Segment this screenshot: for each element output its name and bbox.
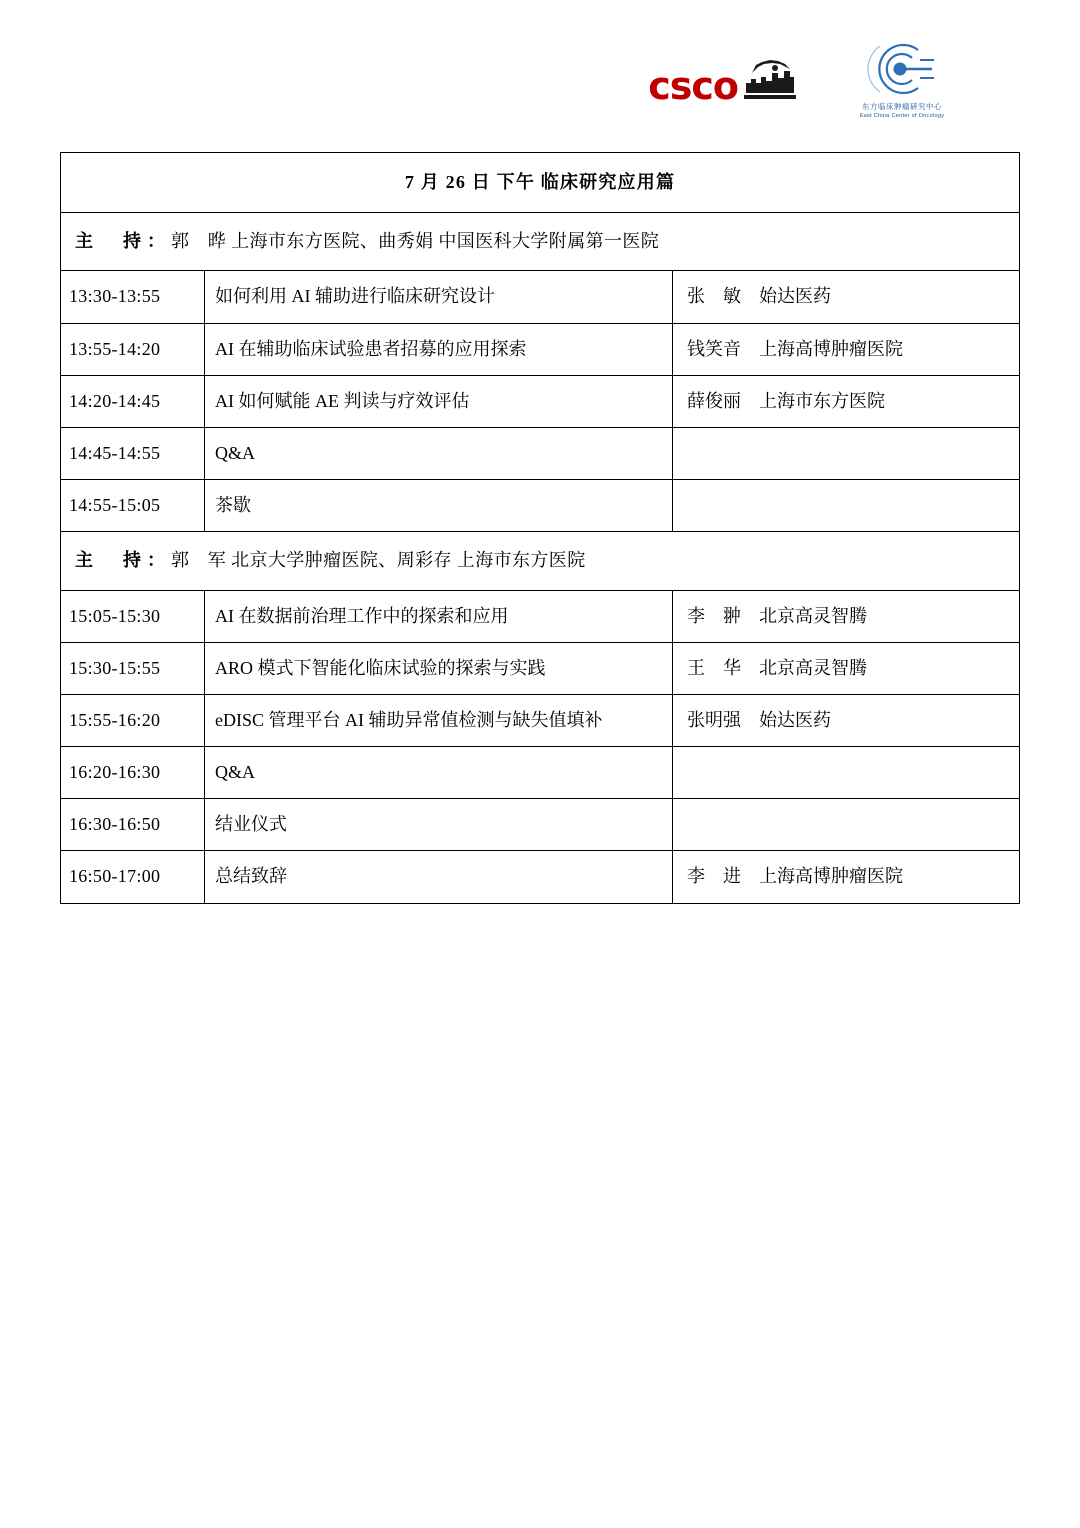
session-time: 15:55-16:20 (61, 694, 205, 746)
session-topic: AI 如何赋能 AE 判读与疗效评估 (205, 375, 673, 427)
session-topic: 结业仪式 (205, 799, 673, 851)
csco-logo (648, 53, 798, 108)
session-topic: Q&A (205, 427, 673, 479)
chair-label: 主 持： (75, 550, 171, 571)
session-time: 16:50-17:00 (61, 851, 205, 903)
session-topic: 茶歇 (205, 480, 673, 532)
session-time: 13:30-13:55 (61, 271, 205, 323)
session-speaker (673, 747, 1020, 799)
ccco-name-en: East China Center of Oncology (859, 113, 945, 119)
session-speaker: 李 翀 北京高灵智腾 (673, 590, 1020, 642)
session-topic: ARO 模式下智能化临床试验的探索与实践 (205, 642, 673, 694)
session-topic: eDISC 管理平台 AI 辅助异常值检测与缺失值填补 (205, 694, 673, 746)
table-row (61, 375, 1020, 427)
session-time: 14:20-14:45 (61, 375, 205, 427)
session-speaker: 王 华 北京高灵智腾 (673, 642, 1020, 694)
session-speaker: 钱笑音 上海高博肿瘤医院 (673, 323, 1020, 375)
session-speaker: 张 敏 始达医药 (673, 271, 1020, 323)
session-speaker: 张明强 始达医药 (673, 694, 1020, 746)
session-time: 14:55-15:05 (61, 480, 205, 532)
chair-row-1 (61, 213, 1020, 271)
table-row (61, 747, 1020, 799)
session-speaker (673, 427, 1020, 479)
table-row (61, 799, 1020, 851)
ccco-logo (842, 38, 962, 119)
session-speaker: 薛俊丽 上海市东方医院 (673, 375, 1020, 427)
logo-row (648, 38, 962, 119)
session-time: 15:05-15:30 (61, 590, 205, 642)
ccco-name-cn: 东方临床肿瘤研究中心 (862, 102, 942, 111)
table-row (61, 271, 1020, 323)
table-row (61, 323, 1020, 375)
table-row (61, 427, 1020, 479)
table-row (61, 694, 1020, 746)
session-speaker (673, 799, 1020, 851)
chair-names-1: 郭 晔 上海市东方医院、曲秀娟 中国医科大学附属第一医院 (171, 231, 660, 252)
agenda-table (60, 152, 1020, 904)
session-topic: AI 在数据前治理工作中的探索和应用 (205, 590, 673, 642)
table-row (61, 590, 1020, 642)
chair-names-2: 郭 军 北京大学肿瘤医院、周彩存 上海市东方医院 (171, 550, 586, 571)
great-wall-icon (742, 53, 798, 105)
csco-wordmark: csco (648, 63, 738, 108)
table-row (61, 480, 1020, 532)
chair-row-2 (61, 532, 1020, 590)
table-title-row (61, 153, 1020, 213)
session-speaker: 李 进 上海高博肿瘤医院 (673, 851, 1020, 903)
table-row (61, 851, 1020, 903)
session-time: 14:45-14:55 (61, 427, 205, 479)
session-time: 16:20-16:30 (61, 747, 205, 799)
agenda-title: 7 月 26 日 下午 临床研究应用篇 (61, 153, 1020, 213)
session-topic: Q&A (205, 747, 673, 799)
session-time: 13:55-14:20 (61, 323, 205, 375)
session-topic: 如何利用 AI 辅助进行临床研究设计 (205, 271, 673, 323)
session-topic: 总结致辞 (205, 851, 673, 903)
ccco-emblem-icon (860, 38, 944, 100)
session-time: 16:30-16:50 (61, 799, 205, 851)
chair-label: 主 持： (75, 231, 171, 252)
session-speaker (673, 480, 1020, 532)
session-topic: AI 在辅助临床试验患者招募的应用探索 (205, 323, 673, 375)
table-row (61, 642, 1020, 694)
session-time: 15:30-15:55 (61, 642, 205, 694)
